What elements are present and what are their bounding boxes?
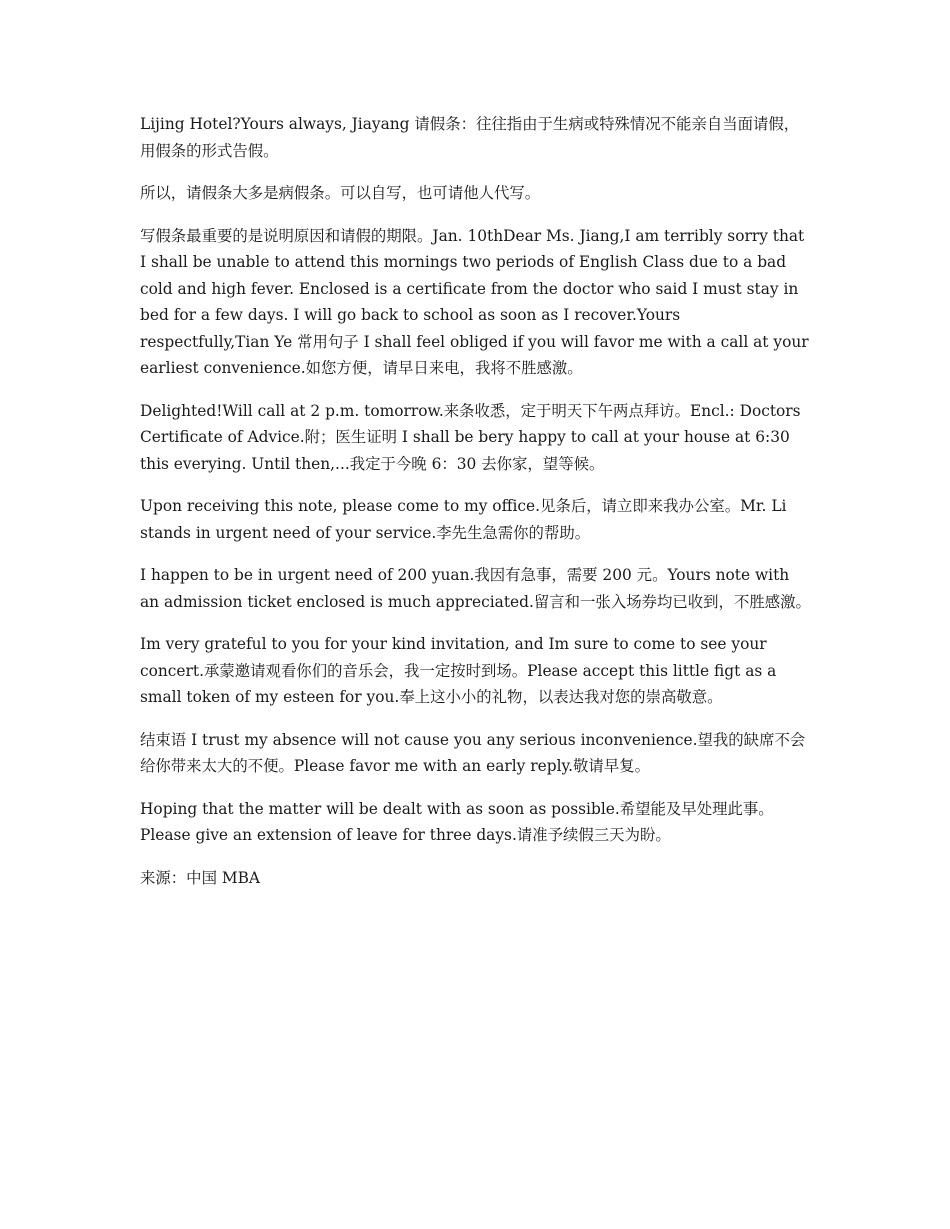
paragraph-sick-leave: 所以，请假条大多是病假条。可以自写，也可请他人代写。 <box>140 184 541 202</box>
paragraph-closing-phrases: 结束语 I trust my absence will not cause you any serious inconvenience.望我的缺席不会给你带来太大的不便。Please favor me with an early reply.敬请早复。 <box>140 730 806 775</box>
paragraph-urgent-need: I happen to be in urgent need of 200 yuan.我因有急事，需要 200 元。Yours note with an admission ticket enclosed is much appreciated.留言和一张入场券均已收到，不胜感激。 <box>140 566 811 611</box>
source-line: 来源：中国 MBA <box>140 868 261 887</box>
paragraph-office-request: Upon receiving this note, please come to my office.见条后，请立即来我办公室。Mr. Li stands in urgent need of your service.李先生急需你的帮助。 <box>140 497 787 542</box>
paragraph-invitation-thanks: Im very grateful to you for your kind invitation, and Im sure to come to see your concert.承蒙邀请观看你们的音乐会，我一定按时到场。Please accept this little figt as a small token of my esteen for you.奉上这小小的礼物，以表达我对您的崇高敬意。 <box>140 635 777 706</box>
paragraph-visit-reply: Delighted!Will call at 2 p.m. tomorrow.来条收悉，定于明天下午两点拜访。Encl.: Doctors Certificate of Advice.附；医生证明 I shall be bery happy to call at your house at 6:30 this everying. Until then,...我定于今晚 6：30 去你家，望等候。 <box>140 401 801 473</box>
paragraph-leave-extension: Hoping that the matter will be dealt with as soon as possible.希望能及早处理此事。Please give an extension of leave for three days.请准予续假三天为盼。 <box>140 799 774 844</box>
paragraph-hotel-note: Lijing Hotel?Yours always, Jiayang 请假条：往往指由于生病或特殊情况不能亲自当面请假，用假条的形式告假。 <box>140 115 800 160</box>
document-body <box>140 111 812 907</box>
paragraph-sample-note: 写假条最重要的是说明原因和请假的期限。Jan. 10thDear Ms. Jiang,I am terribly sorry that I shall be unable to attend this mornings two periods of English Class due to a bad cold and high fever. Enclosed is a certificate from the doctor who said I must stay in bed for a few days. I will go back to school as soon as I recover.Yours respectfully,Tian Ye 常用句子 I shall feel obliged if you will favor me with a call at your earliest convenience.如您方便，请早日来电，我将不胜感激。 <box>140 226 809 377</box>
